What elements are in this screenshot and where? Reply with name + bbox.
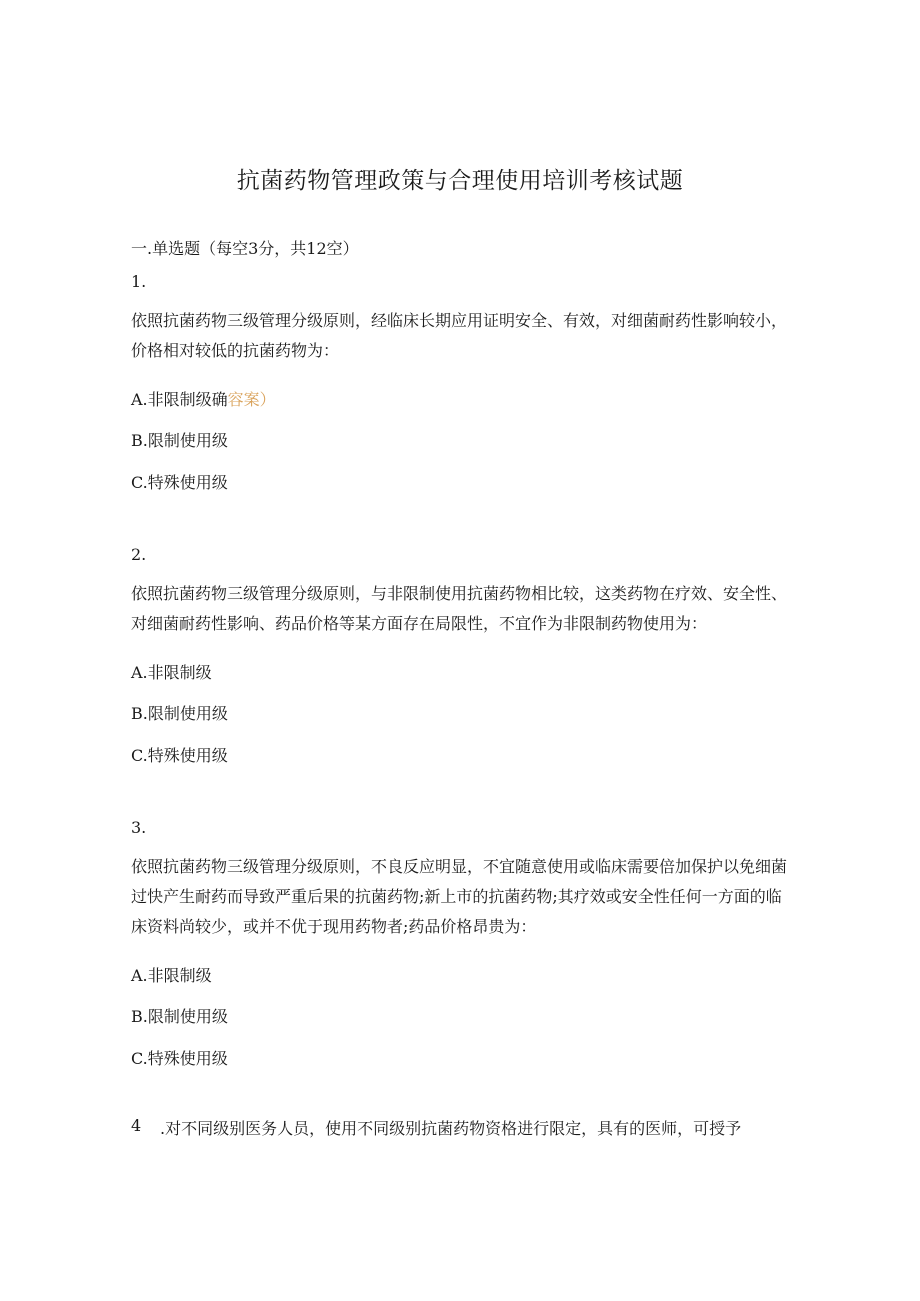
- page-title: 抗菌药物管理政策与合理使用培训考核试题: [236, 168, 684, 194]
- question-3-option-b: B.限制使用级: [131, 1007, 228, 1026]
- question-3-number: 3.: [131, 818, 147, 837]
- question-1-stem: 依照抗菌药物三级管理分级原则，经临床长期应用证明安全、有效，对细菌耐药性影响较小，价格相对较低的抗菌药物为：: [131, 311, 788, 360]
- question-2-option-a: A.非限制级: [131, 663, 212, 682]
- question-2-number: 2.: [131, 545, 147, 564]
- section-header: 一.单选题（每空3分，共12空）: [131, 239, 359, 258]
- question-1-option-a: [131, 387, 276, 410]
- question-4-number: 4: [131, 1116, 142, 1135]
- question-2-option-b: B.限制使用级: [131, 704, 228, 723]
- question-1-option-b: B.限制使用级: [131, 431, 228, 450]
- question-3-stem: 依照抗菌药物三级管理分级原则，不良反应明显，不宜随意使用或临床需要倍加保护以免细菌过快产生耐药而导致严重后果的抗菌药物;新上市的抗菌药物;其疗效或安全性任何一方面的临床资料尚较少，或并不优于现用药物者;药品价格昂贵为：: [131, 857, 788, 936]
- question-2-option-c: C.特殊使用级: [131, 746, 228, 765]
- question-3-option-a: A.非限制级: [131, 966, 212, 985]
- question-1-option-a-label: A.非限制级确: [131, 390, 228, 409]
- question-1-answer-mark: 容案）: [227, 390, 276, 409]
- question-1-number: 1.: [131, 272, 147, 291]
- question-3-option-c: C.特殊使用级: [131, 1049, 228, 1068]
- question-2-stem: 依照抗菌药物三级管理分级原则，与非限制使用抗菌药物相比较，这类药物在疗效、安全性、对细菌耐药性影响、药品价格等某方面存在局限性，不宜作为非限制药物使用为：: [131, 584, 788, 633]
- question-1-option-c: C.特殊使用级: [131, 473, 228, 492]
- question-4-stem: .对不同级别医务人员，使用不同级别抗菌药物资格进行限定，具有的医师，可授予: [160, 1119, 742, 1138]
